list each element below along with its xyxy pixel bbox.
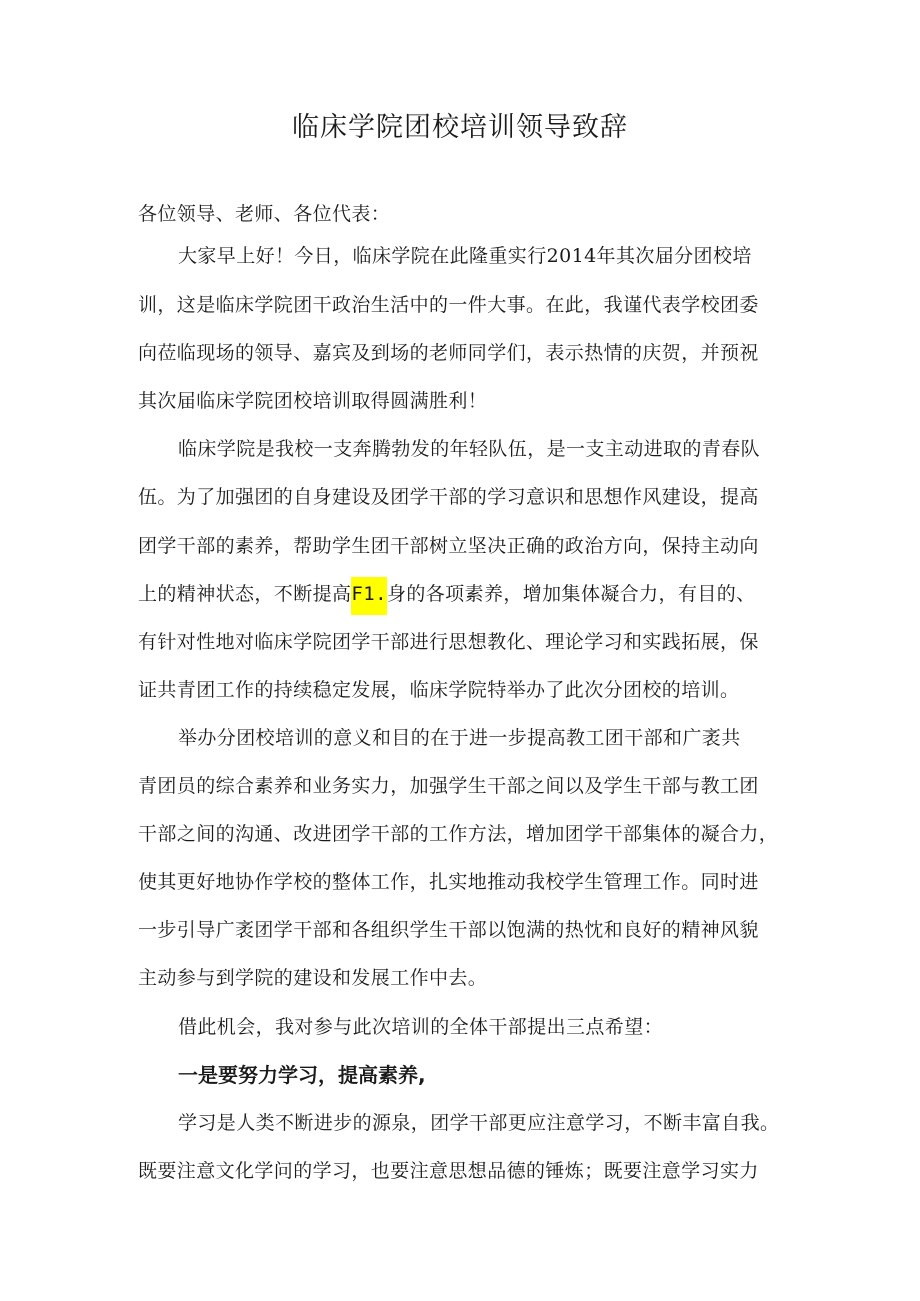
paragraph-line: 向莅临现场的领导、嘉宾及到场的老师同学们，表示热情的庆贺，并预祝	[138, 342, 759, 364]
document-title: 临床学院团校培训领导致辞	[292, 112, 628, 143]
salutation: 各位领导、老师、各位代表：	[138, 203, 391, 225]
paragraph-line: 使其更好地协作学校的整体工作，扎实地推动我校学生管理工作。同时进	[138, 871, 759, 893]
paragraph-line: 临床学院是我校一支奔腾勃发的年轻队伍，是一支主动进取的青春队	[178, 438, 761, 460]
line-text-before: 上的精神状态，不断提高	[138, 583, 352, 605]
paragraph-line: 一步引导广袤团学干部和各组织学生干部以饱满的热忱和良好的精神风貌	[138, 919, 759, 941]
section-heading: 一是要努力学习，提高素养,	[178, 1063, 426, 1087]
paragraph-line-with-highlight	[138, 579, 756, 609]
paragraph-line: 举办分团校培训的意义和目的在于进一步提高教工团干部和广袤共	[178, 727, 741, 749]
paragraph-line: 青团员的综合素养和业务实力，加强学生干部之间以及学生干部与教工团	[138, 775, 759, 797]
paragraph-line: 大家早上好！今日，临床学院在此隆重实行2014年其次届分团校培	[178, 245, 752, 267]
paragraph-line: 伍。为了加强团的自身建设及团学干部的学习意识和思想作风建设，提高	[138, 486, 759, 508]
paragraph-line: 学习是人类不断进步的源泉，团学干部更应注意学习，不断丰富自我。	[178, 1112, 780, 1134]
paragraph-line: 团学干部的素养，帮助学生团干部树立坚决正确的政治方向，保持主动向	[138, 535, 759, 557]
paragraph-line: 训，这是临床学院团干政治生活中的一件大事。在此，我谨代表学校团委	[138, 294, 759, 316]
paragraph-line: 干部之间的沟通、改进团学干部的工作方法，增加团学干部集体的凝合力，	[138, 823, 779, 845]
paragraph-line: 其次届临床学院团校培训取得圆满胜利！	[138, 390, 488, 412]
paragraph-line: 主动参与到学院的建设和发展工作中去。	[138, 967, 488, 989]
paragraph-line: 借此机会，我对参与此次培训的全体干部提出三点希望：	[178, 1016, 664, 1038]
highlighted-text: F1.	[351, 577, 387, 615]
paragraph-line: 有针对性地对临床学院团学干部进行思想教化、理论学习和实践拓展，保	[138, 631, 759, 653]
paragraph-line: 证共青团工作的持续稳定发展，临床学院特举办了此次分团校的培训。	[138, 679, 740, 701]
paragraph-line: 既要注意文化学问的学习，也要注意思想品德的锤炼；既要注意学习实力	[138, 1160, 759, 1182]
line-text-after: 身的各项素养，增加集体凝合力，有目的、	[386, 583, 756, 605]
